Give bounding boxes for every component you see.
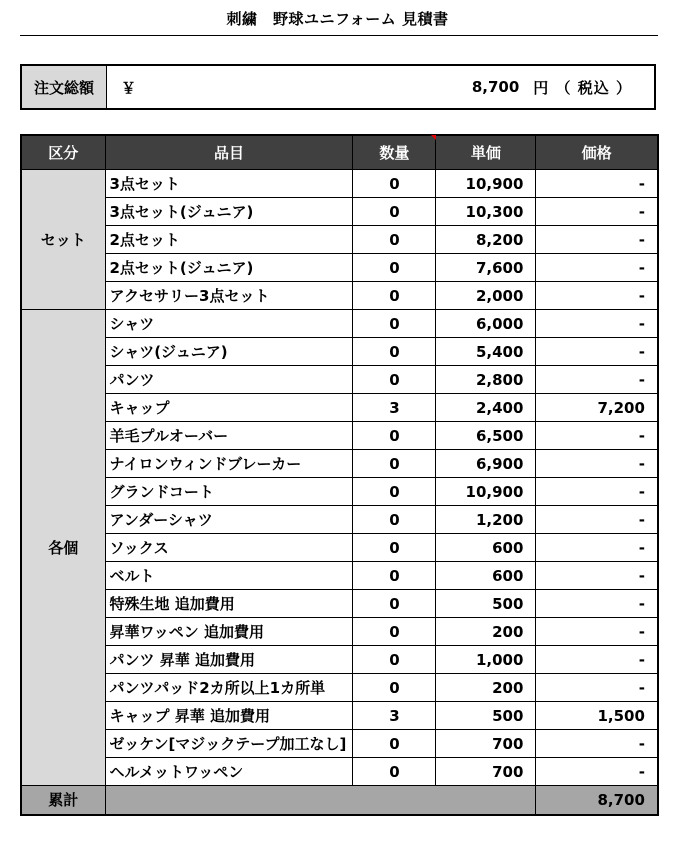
header-item: 品目 <box>105 135 353 170</box>
unit-price-cell: 6,000 <box>436 310 536 338</box>
quantity-cell[interactable]: 0 <box>353 198 436 226</box>
unit-price-cell: 2,800 <box>436 366 536 394</box>
quantity-cell[interactable]: 0 <box>353 226 436 254</box>
price-cell: 1,500 <box>536 702 658 730</box>
item-name-cell: 3点セット(ジュニア) <box>105 198 353 226</box>
table-row <box>21 254 658 282</box>
quantity-cell[interactable]: 0 <box>353 590 436 618</box>
price-cell: - <box>536 646 658 674</box>
price-cell: - <box>536 198 658 226</box>
table-row <box>21 534 658 562</box>
unit-price-cell: 500 <box>436 702 536 730</box>
table-row <box>21 282 658 310</box>
quantity-cell[interactable]: 0 <box>353 450 436 478</box>
item-name-cell: グランドコート <box>105 478 353 506</box>
unit-price-cell: 2,400 <box>436 394 536 422</box>
item-name-cell: 2点セット(ジュニア) <box>105 254 353 282</box>
table-row <box>21 730 658 758</box>
price-cell: - <box>536 674 658 702</box>
price-cell: - <box>536 478 658 506</box>
order-total-amount[interactable]: 8,700 <box>471 78 520 96</box>
category-cell: セット <box>21 170 105 310</box>
summary-blank <box>105 786 536 815</box>
unit-price-cell: 200 <box>436 674 536 702</box>
price-cell: - <box>536 254 658 282</box>
unit-price-cell: 5,400 <box>436 338 536 366</box>
order-total-box <box>20 64 656 110</box>
table-row <box>21 618 658 646</box>
item-name-cell: パンツ 昇華 追加費用 <box>105 646 353 674</box>
quantity-cell[interactable]: 0 <box>353 254 436 282</box>
table-row <box>21 562 658 590</box>
quantity-cell[interactable]: 0 <box>353 422 436 450</box>
price-cell: - <box>536 730 658 758</box>
price-cell: - <box>536 170 658 198</box>
quantity-cell[interactable]: 0 <box>353 534 436 562</box>
unit-tax: （ 税込 ） <box>555 78 632 97</box>
page-title: 刺繍 野球ユニフォーム 見積書 <box>226 10 449 28</box>
price-cell: - <box>536 366 658 394</box>
unit-price-cell: 600 <box>436 534 536 562</box>
quantity-cell[interactable]: 0 <box>353 562 436 590</box>
table-header-row <box>21 135 658 170</box>
unit-price-cell: 10,900 <box>436 478 536 506</box>
item-name-cell: ベルト <box>105 562 353 590</box>
quantity-cell[interactable]: 0 <box>353 758 436 786</box>
item-name-cell: シャツ <box>105 310 353 338</box>
quantity-cell[interactable]: 0 <box>353 730 436 758</box>
header-unit-price: 単価 <box>436 135 536 170</box>
table-row <box>21 198 658 226</box>
unit-yen: 円 <box>533 78 550 97</box>
item-name-cell: 2点セット <box>105 226 353 254</box>
category-cell: 各個 <box>21 310 105 786</box>
price-cell: - <box>536 562 658 590</box>
quantity-cell[interactable]: 0 <box>353 170 436 198</box>
item-name-cell: ソックス <box>105 534 353 562</box>
unit-price-cell: 10,900 <box>436 170 536 198</box>
quantity-cell[interactable]: 0 <box>353 618 436 646</box>
table-row <box>21 338 658 366</box>
item-name-cell: ヘルメットワッペン <box>105 758 353 786</box>
price-cell: - <box>536 618 658 646</box>
table-row <box>21 674 658 702</box>
table-row <box>21 366 658 394</box>
unit-price-cell: 700 <box>436 730 536 758</box>
price-cell: - <box>536 338 658 366</box>
unit-price-cell: 1,200 <box>436 506 536 534</box>
quantity-cell[interactable]: 0 <box>353 646 436 674</box>
quantity-cell[interactable]: 3 <box>353 394 436 422</box>
quantity-cell[interactable]: 0 <box>353 506 436 534</box>
item-name-cell: 昇華ワッペン 追加費用 <box>105 618 353 646</box>
table-row <box>21 310 658 338</box>
price-cell: - <box>536 506 658 534</box>
table-row <box>21 226 658 254</box>
table-row <box>21 394 658 422</box>
table-row <box>21 758 658 786</box>
summary-label: 累計 <box>21 786 105 815</box>
header-category: 区分 <box>21 135 105 170</box>
table-row <box>21 478 658 506</box>
unit-price-cell: 700 <box>436 758 536 786</box>
unit-price-cell: 600 <box>436 562 536 590</box>
item-name-cell: ゼッケン[マジックテープ加工なし] <box>105 730 353 758</box>
price-cell: - <box>536 422 658 450</box>
quantity-cell[interactable]: 0 <box>353 366 436 394</box>
item-name-cell: パンツ <box>105 366 353 394</box>
header-price: 価格 <box>536 135 658 170</box>
item-name-cell: シャツ(ジュニア) <box>105 338 353 366</box>
item-name-cell: アクセサリー3点セット <box>105 282 353 310</box>
price-cell: - <box>536 226 658 254</box>
item-name-cell: 3点セット <box>105 170 353 198</box>
unit-price-cell: 7,600 <box>436 254 536 282</box>
unit-price-cell: 10,300 <box>436 198 536 226</box>
item-name-cell: 特殊生地 追加費用 <box>105 590 353 618</box>
quantity-cell[interactable]: 0 <box>353 674 436 702</box>
item-name-cell: ナイロンウィンドブレーカー <box>105 450 353 478</box>
price-cell: - <box>536 450 658 478</box>
unit-price-cell: 6,900 <box>436 450 536 478</box>
unit-price-cell: 8,200 <box>436 226 536 254</box>
quantity-cell[interactable]: 0 <box>353 338 436 366</box>
header-quantity <box>353 135 436 170</box>
quantity-cell[interactable]: 0 <box>353 310 436 338</box>
item-name-cell: パンツパッド2カ所以上1カ所単 <box>105 674 353 702</box>
title-divider <box>20 35 658 36</box>
unit-price-cell: 200 <box>436 618 536 646</box>
order-total-label: 注文総額 <box>22 66 107 108</box>
currency-symbol: ￥ <box>121 78 137 97</box>
quantity-cell[interactable]: 0 <box>353 282 436 310</box>
item-name-cell: アンダーシャツ <box>105 506 353 534</box>
table-row <box>21 590 658 618</box>
unit-price-cell: 500 <box>436 590 536 618</box>
summary-value: 8,700 <box>536 786 658 815</box>
unit-price-cell: 1,000 <box>436 646 536 674</box>
item-name-cell: キャップ <box>105 394 353 422</box>
table-row <box>21 702 658 730</box>
price-cell: 7,200 <box>536 394 658 422</box>
item-name-cell: 羊毛プルオーバー <box>105 422 353 450</box>
item-name-cell: キャップ 昇華 追加費用 <box>105 702 353 730</box>
price-cell: - <box>536 310 658 338</box>
price-cell: - <box>536 590 658 618</box>
price-cell: - <box>536 758 658 786</box>
price-cell: - <box>536 282 658 310</box>
unit-price-cell: 2,000 <box>436 282 536 310</box>
unit-price-cell: 6,500 <box>436 422 536 450</box>
table-row <box>21 506 658 534</box>
estimate-table <box>20 134 659 816</box>
table-row <box>21 170 658 198</box>
quantity-cell[interactable]: 3 <box>353 702 436 730</box>
header-quantity-label: 数量 <box>379 144 410 162</box>
table-row <box>21 422 658 450</box>
quantity-cell[interactable]: 0 <box>353 478 436 506</box>
table-row <box>21 646 658 674</box>
table-row <box>21 450 658 478</box>
order-total-unit <box>533 66 654 108</box>
table-body <box>21 170 658 815</box>
summary-row <box>21 786 658 815</box>
price-cell: - <box>536 534 658 562</box>
